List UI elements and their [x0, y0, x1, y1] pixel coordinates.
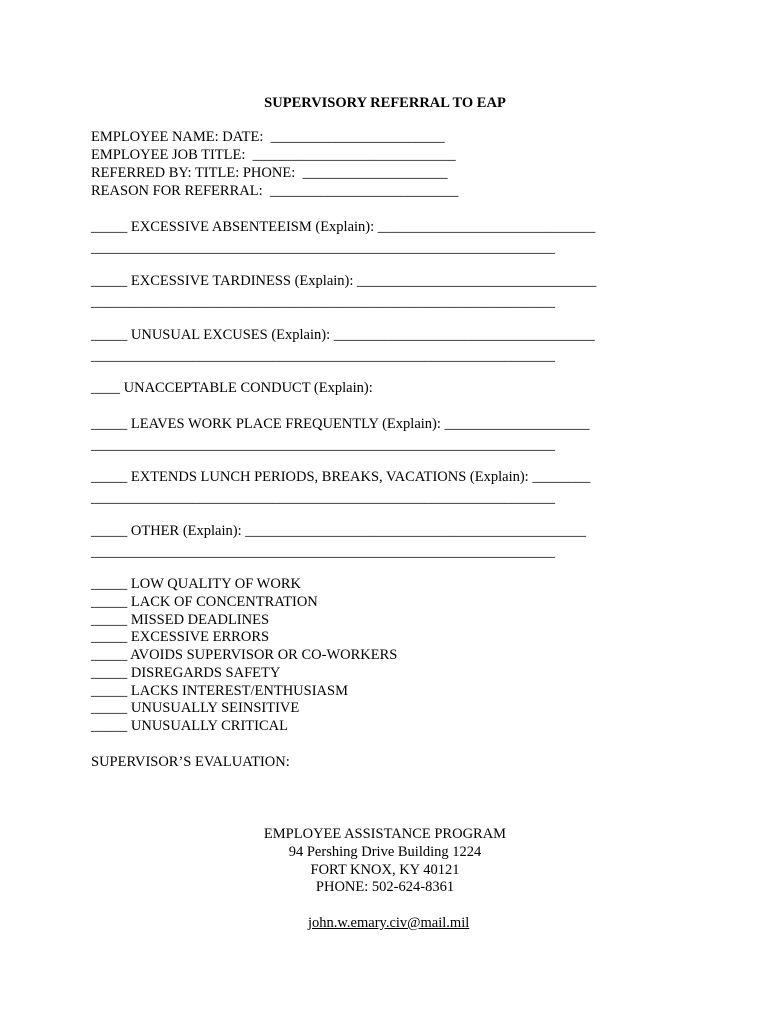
check-lack-concentration[interactable]: _____ LACK OF CONCENTRATION [91, 594, 318, 610]
reason-other[interactable]: _____ OTHER (Explain): _______________________________________________ [91, 523, 586, 539]
supervisor-evaluation-label: SUPERVISOR’S EVALUATION: [91, 754, 290, 770]
reason-tardiness[interactable]: _____ EXCESSIVE TARDINESS (Explain): _________________________________ [91, 273, 597, 289]
reason-tardiness-explain-line[interactable]: ________________________________________________________________ [91, 294, 555, 310]
footer-address: 94 Pershing Drive Building 1224 [288, 844, 482, 860]
footer-program-name: EMPLOYEE ASSISTANCE PROGRAM [263, 826, 507, 842]
reason-other-explain-line[interactable]: ________________________________________________________________ [91, 544, 555, 560]
reason-absenteeism-explain-line[interactable]: ________________________________________________________________ [91, 240, 555, 256]
check-low-quality[interactable]: _____ LOW QUALITY OF WORK [91, 576, 301, 592]
check-avoids-supervisor[interactable]: _____ AVOIDS SUPERVISOR OR CO-WORKERS [91, 647, 398, 663]
footer-phone: PHONE: 502-624-8361 [315, 879, 455, 895]
page-title: SUPERVISORY REFERRAL TO EAP [264, 95, 506, 111]
check-lacks-interest[interactable]: _____ LACKS INTEREST/ENTHUSIASM [91, 683, 348, 699]
employee-name-date-field[interactable]: EMPLOYEE NAME: DATE: ________________________ [91, 129, 445, 145]
check-disregards-safety[interactable]: _____ DISREGARDS SAFETY [91, 665, 281, 681]
check-unusually-critical[interactable]: _____ UNUSUALLY CRITICAL [91, 718, 288, 734]
reason-unusual-excuses[interactable]: _____ UNUSUAL EXCUSES (Explain): ____________________________________ [91, 327, 595, 343]
reason-absenteeism[interactable]: _____ EXCESSIVE ABSENTEEISM (Explain): ______________________________ [91, 219, 596, 235]
check-unusually-sensitive[interactable]: _____ UNUSUALLY SEINSITIVE [91, 700, 300, 716]
reason-leaves-workplace[interactable]: _____ LEAVES WORK PLACE FREQUENTLY (Explain): ____________________ [91, 416, 590, 432]
footer-email-wrap [0, 896, 770, 932]
check-excessive-errors[interactable]: _____ EXCESSIVE ERRORS [91, 629, 270, 645]
reason-extends-breaks-explain-line[interactable]: ________________________________________________________________ [91, 490, 555, 506]
referred-by-field[interactable]: REFERRED BY: TITLE: PHONE: ____________________ [91, 165, 448, 181]
footer-email-link[interactable]: john.w.emary.civ@mail.mil [307, 915, 470, 931]
reason-extends-breaks[interactable]: _____ EXTENDS LUNCH PERIODS, BREAKS, VACATIONS (Explain): ________ [91, 469, 591, 485]
reason-unusual-excuses-explain-line[interactable]: ________________________________________________________________ [91, 348, 555, 364]
reason-unacceptable-conduct[interactable]: ____ UNACCEPTABLE CONDUCT (Explain): [91, 380, 373, 396]
employee-job-title-field[interactable]: EMPLOYEE JOB TITLE: ____________________________ [91, 147, 456, 163]
reason-leaves-workplace-explain-line[interactable]: ________________________________________________________________ [91, 437, 555, 453]
footer-city: FORT KNOX, KY 40121 [310, 862, 460, 878]
reason-for-referral-field[interactable]: REASON FOR REFERRAL: __________________________ [91, 183, 459, 199]
check-missed-deadlines[interactable]: _____ MISSED DEADLINES [91, 612, 270, 628]
